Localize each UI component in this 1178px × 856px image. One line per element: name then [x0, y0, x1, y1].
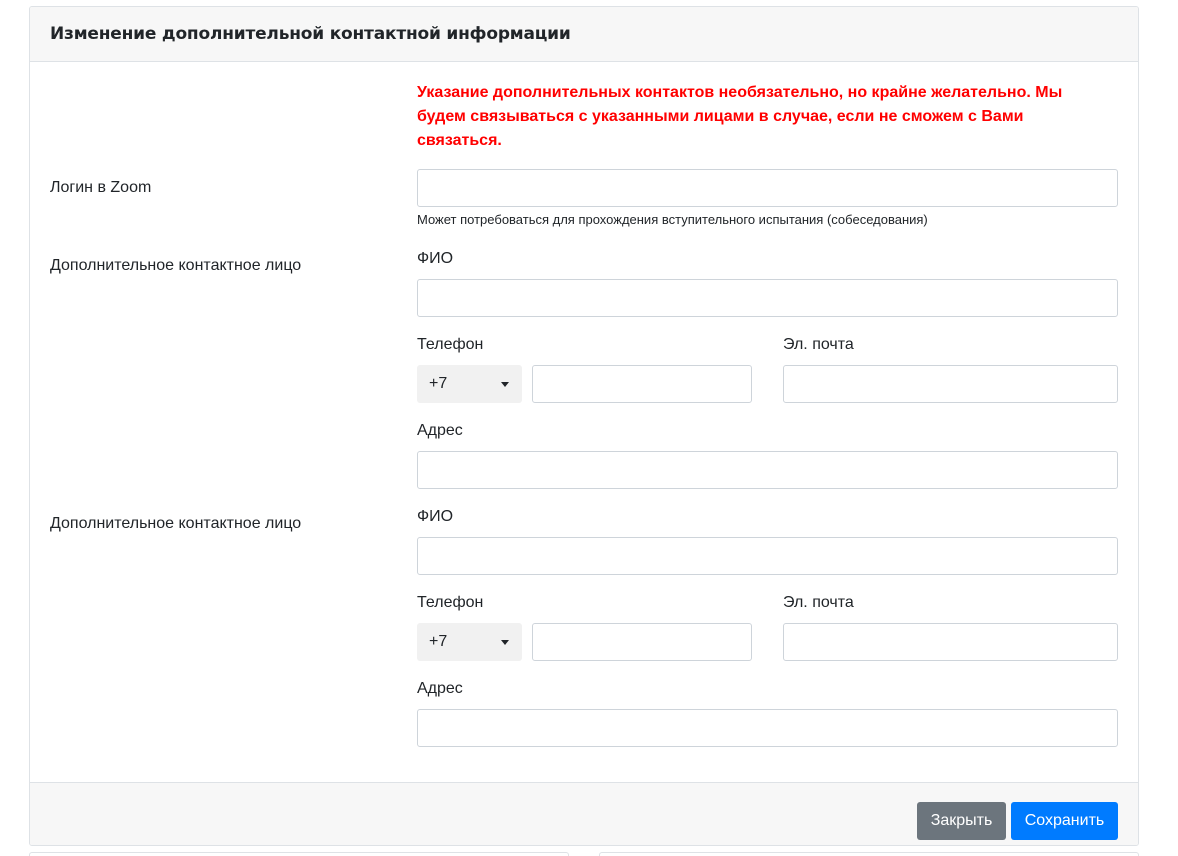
contact-1-phone-code: +7	[429, 375, 448, 392]
zoom-login-input[interactable]	[417, 169, 1118, 207]
contact-1-fio-input[interactable]	[417, 279, 1118, 317]
contact-2-email-input[interactable]	[783, 623, 1118, 661]
caret-down-icon	[501, 382, 509, 387]
contact-2-phone-code: +7	[429, 633, 448, 650]
card-footer	[30, 782, 1138, 846]
contact-2-phone-code-select[interactable]	[417, 623, 522, 661]
contact-1-phone-input[interactable]	[532, 365, 752, 403]
next-card-left-edge	[29, 852, 569, 856]
card-header	[30, 7, 1138, 62]
edit-contacts-card	[29, 6, 1139, 846]
optional-contacts-notice: Указание дополнительных контактов необязательно, но крайне желательно. Мы будем связываться с указанными лицами в случае, если не сможем с Вами связаться.	[417, 84, 1063, 149]
contact-1-address-input[interactable]	[417, 451, 1118, 489]
contact-2-fio-label: ФИО	[417, 508, 454, 525]
next-card-right-edge	[599, 852, 1139, 856]
save-button[interactable]: Сохранить	[1011, 802, 1118, 840]
contact-2-email-label: Эл. почта	[783, 594, 854, 611]
close-button[interactable]: Закрыть	[917, 802, 1006, 840]
zoom-login-label: Логин в Zoom	[50, 179, 152, 196]
contact-2-phone-input[interactable]	[532, 623, 752, 661]
contact-1-phone-code-select[interactable]	[417, 365, 522, 403]
contact-1-email-label: Эл. почта	[783, 336, 854, 353]
contact-2-section-label: Дополнительное контактное лицо	[50, 515, 302, 532]
contact-1-email-input[interactable]	[783, 365, 1118, 403]
contact-2-address-label: Адрес	[417, 680, 463, 697]
contact-1-address-label: Адрес	[417, 422, 463, 439]
card-title: Изменение дополнительной контактной информации	[50, 24, 571, 44]
contact-1-section-label: Дополнительное контактное лицо	[50, 257, 302, 274]
contact-2-phone-label: Телефон	[417, 594, 484, 611]
caret-down-icon	[501, 640, 509, 645]
contact-1-phone-label: Телефон	[417, 336, 484, 353]
contact-2-fio-input[interactable]	[417, 537, 1118, 575]
contact-1-fio-label: ФИО	[417, 250, 454, 267]
contact-2-address-input[interactable]	[417, 709, 1118, 747]
zoom-login-help: Может потребоваться для прохождения вступительного испытания (собеседования)	[417, 212, 928, 227]
